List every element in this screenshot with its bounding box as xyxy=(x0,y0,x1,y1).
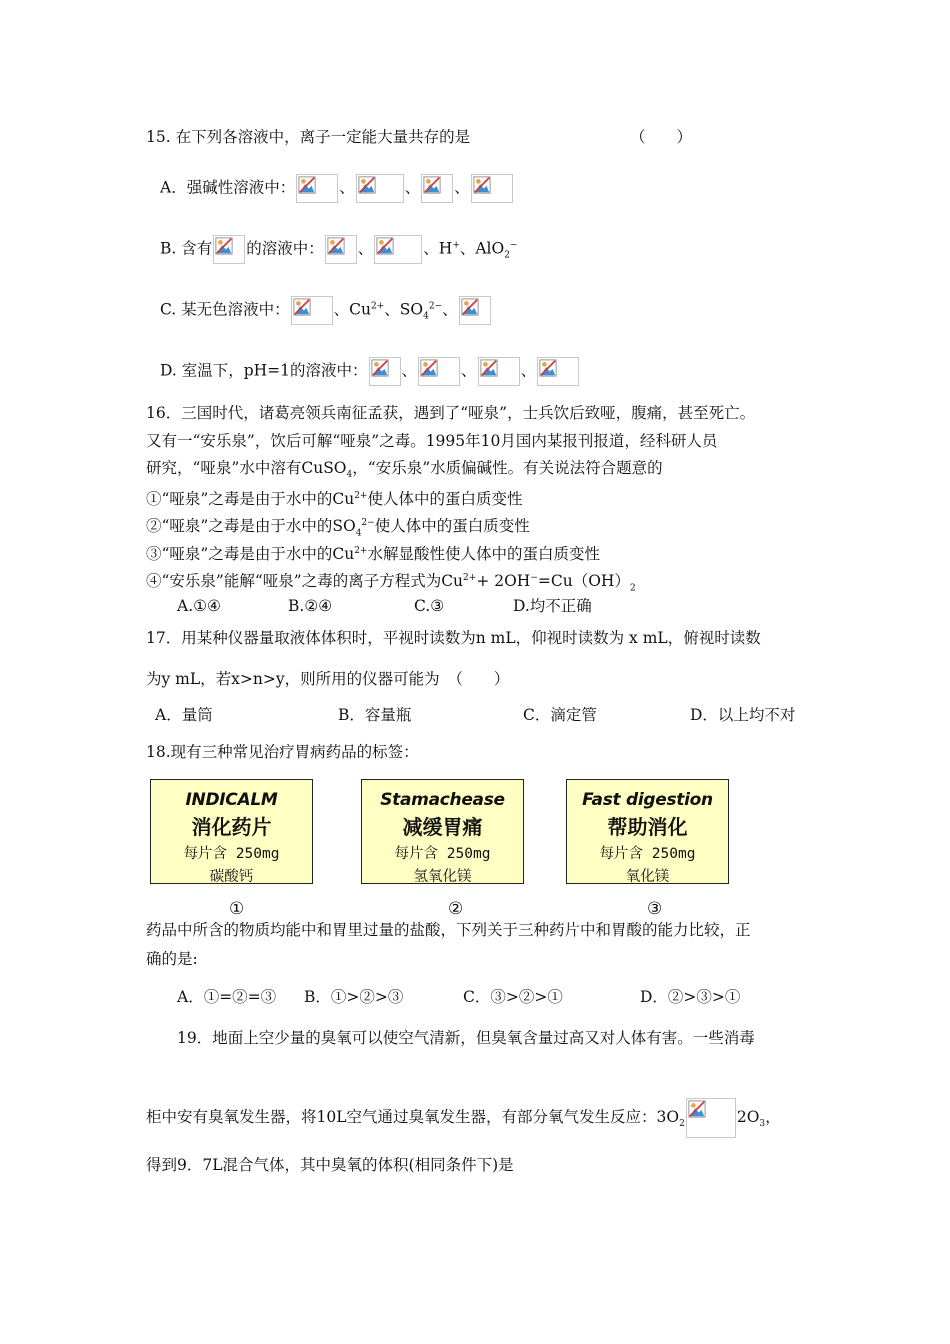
q19-line2: 柜中安有臭氧发生器，将10L空气通过臭氧发生器，有部分氧气发生反应：$3O_2$ $2O_3$， xyxy=(146,1098,781,1138)
label-number-1: ① xyxy=(229,899,245,919)
medicine-label-3 xyxy=(566,779,729,884)
label-number-3: ③ xyxy=(647,899,663,919)
q18-line1: 药品中所含的物质均能中和胃里过量的盐酸，下列关于三种药片中和胃酸的能力比较，正 xyxy=(146,921,751,939)
q16-line3: 研究，“哑泉”水中溶有CuSO$_4$，“安乐泉”水质偏碱性。有关说法符合题意的 xyxy=(146,459,663,481)
ingredient-text: 氢氧化镁 xyxy=(413,869,472,885)
q15-stem: 15. 在下列各溶液中，离子一定能大量共存的是 xyxy=(146,128,471,146)
q15-option-a: A．强碱性溶液中： 、 、 、 xyxy=(160,174,514,203)
brand-slogan: 帮助消化 xyxy=(607,815,688,839)
broken-image-icon xyxy=(471,174,513,203)
broken-image-icon xyxy=(374,235,422,264)
q17-answer-a: A．量筒 xyxy=(155,706,213,724)
q16-answer-c: C.③ xyxy=(414,597,445,615)
q19-line3: 得到9．7L混合气体，其中臭氧的体积(相同条件下)是 xyxy=(146,1156,514,1174)
q15-answer-paren: （ ） xyxy=(630,128,693,146)
q19-line1: 19．地面上空少量的臭氧可以使空气清新，但臭氧含量过高又对人体有害。一些消毒 xyxy=(177,1029,755,1047)
q15-option-d: D. 室温下，pH=1的溶液中： 、 、 、 xyxy=(160,357,580,386)
dose-text: 每片含 250mg xyxy=(599,846,696,862)
q16-statement-4: ④“安乐泉”能解“哑泉”之毒的离子方程式为$Cu^{2+}+ 2OH^-=Cu(OH)_2$ xyxy=(146,572,636,594)
broken-image-icon xyxy=(478,357,520,386)
dose-text: 每片含 250mg xyxy=(394,846,491,862)
brand-slogan: 消化药片 xyxy=(191,815,272,839)
q16-answer-d: D.均不正确 xyxy=(513,597,592,615)
q16-line1: 16．三国时代，诸葛亮领兵南征孟获，遇到了“哑泉”，士兵饮后致哑，腹痛，甚至死亡。 xyxy=(146,404,756,422)
brand-slogan: 减缓胃痛 xyxy=(402,815,483,839)
brand-name: Stamachease xyxy=(380,790,505,810)
q17-line1: 17．用某种仪器量取液体体积时，平视时读数为n mL，仰视时读数为 x mL，俯视时读数 xyxy=(146,629,761,647)
broken-image-icon xyxy=(325,235,357,264)
q17-line2: 为y mL，若x>n>y，则所用的仪器可能为 （ ） xyxy=(146,670,510,688)
q16-answer-a: A.①④ xyxy=(177,597,221,615)
q15-option-c: C. 某无色溶液中： 、$Cu^{2+}$、$SO_4^{2-}$、 xyxy=(160,296,492,327)
broken-image-icon xyxy=(291,296,333,325)
broken-image-icon xyxy=(537,357,579,386)
q17-answer-b: B．容量瓶 xyxy=(338,706,412,724)
broken-image-icon xyxy=(459,296,491,325)
brand-name: INDICALM xyxy=(185,790,278,810)
q18-answer-c: C．③>②>① xyxy=(463,988,563,1006)
q16-line2: 又有一“安乐泉”，饮后可解“哑泉”之毒。1995年10月国内某报刊报道，经科研人员 xyxy=(146,432,718,450)
q17-answer-c: C．滴定管 xyxy=(523,706,597,724)
q18-answer-d: D．②>③>① xyxy=(640,988,741,1006)
q16-answer-b: B.②④ xyxy=(288,597,333,615)
q18-line2: 确的是: xyxy=(146,950,198,968)
broken-image-icon xyxy=(296,174,338,203)
reaction-condition-broken-image-icon xyxy=(686,1098,736,1138)
q16-statement-2: ②“哑泉”之毒是由于水中的$SO_4^{2-}$使人体中的蛋白质变性 xyxy=(146,517,530,539)
q18-stem: 18.现有三种常见治疗胃病药品的标签： xyxy=(146,743,419,761)
q18-answer-a: A．①=②=③ xyxy=(177,988,277,1006)
medicine-label-2 xyxy=(361,779,524,884)
broken-image-icon xyxy=(213,235,245,264)
dose-text: 每片含 250mg xyxy=(183,846,280,862)
broken-image-icon xyxy=(421,174,453,203)
broken-image-icon xyxy=(356,174,404,203)
q15-option-b: B. 含有 的溶液中： 、 、H+、AlO$_2$− xyxy=(160,235,518,266)
brand-name: Fast digestion xyxy=(582,790,713,810)
ingredient-text: 氧化镁 xyxy=(625,869,670,885)
q16-statement-3: ③“哑泉”之毒是由于水中的$Cu^{2+}$水解显酸性使人体中的蛋白质变性 xyxy=(146,545,600,564)
label-number-2: ② xyxy=(448,899,464,919)
broken-image-icon xyxy=(369,357,401,386)
q17-answer-d: D．以上均不对 xyxy=(690,706,796,724)
ingredient-text: 碳酸钙 xyxy=(209,869,254,885)
broken-image-icon xyxy=(418,357,460,386)
medicine-label-1 xyxy=(150,779,313,884)
q16-statement-1: ①“哑泉”之毒是由于水中的$Cu^{2+}$使人体中的蛋白质变性 xyxy=(146,490,523,509)
q18-answer-b: B．①>②>③ xyxy=(304,988,404,1006)
